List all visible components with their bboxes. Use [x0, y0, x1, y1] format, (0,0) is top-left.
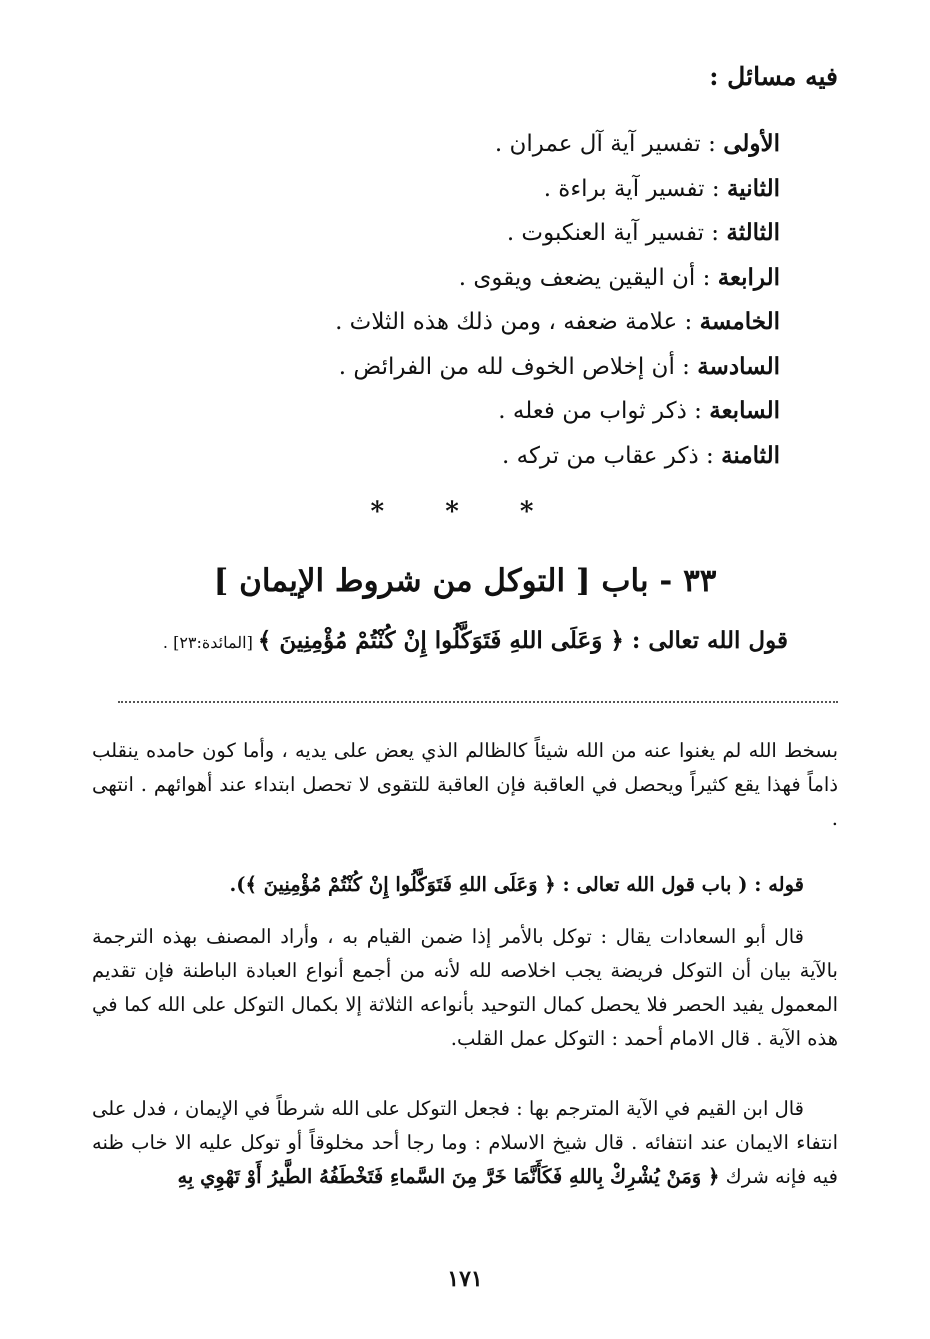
list-item — [140, 211, 780, 256]
issue-label: الثانية — [726, 174, 780, 202]
heading-intro: قوله : ( باب قول الله تعالى : — [555, 873, 804, 896]
issue-label: السادسة — [697, 352, 780, 380]
list-item — [140, 300, 780, 345]
issue-label: الرابعة — [717, 263, 780, 291]
issue-text: : تفسير آية العنكبوت . — [506, 220, 727, 246]
quran-verse: ﴿ وَعَلَى اللهِ فَتَوَكَّلُوا إِنْ كُنْتُمْ مُؤْمِنِينَ ﴾ — [245, 873, 556, 896]
issue-label: الخامسة — [699, 308, 780, 335]
list-item — [140, 434, 780, 479]
issue-label: الثامنة — [721, 441, 780, 469]
issue-text: : علامة ضعفه ، ومن ذلك هذه الثلاث . — [335, 309, 700, 335]
heading-end: ). — [229, 873, 246, 896]
issue-text: : أن اليقين يضعف ويقوى . — [458, 264, 718, 291]
verse-reference: [المائدة:٢٣] . — [162, 633, 258, 652]
section-separator: * * * — [370, 497, 560, 527]
issue-label: السابعة — [709, 397, 780, 424]
masail-heading: فيه مسائل : — [709, 62, 838, 91]
issues-list — [140, 122, 780, 478]
commentary-paragraph: بسخط الله لم يغنوا عنه من الله شيئاً كالظالم الذي يعض على يديه ، وأما كون حامده ينقلب ذاماً فهذا يقع كثيراً ويحصل في العاقبة فإن العاقبة للتقوى لا تحصل ابتداء عند أهوائهم . انتهى . — [92, 739, 838, 830]
commentary-paragraph: قال أبو السعادات يقال : توكل بالأمر إذا ضمن القيام به ، وأراد المصنف بهذه الترجمة بالآية بيان أن التوكل فريضة يجب اخلاصه لله لأنه من أجمع أنواع العبادة الباطنة فإن تقديم المعمول يفيد الحصر فلا يحصل كمال التوحيد بأنواعه الثلاثة إلا بكمال التوكل على الله كما في هذه الآية . قال الامام أحمد : التوكل عمل القلب. — [92, 925, 838, 1050]
list-item — [140, 256, 780, 301]
quran-verse: ﴿ وَعَلَى اللهِ فَتَوَكَّلُوا إِنْ كُنْتُمْ مُؤْمِنِينَ ﴾ — [257, 627, 624, 654]
issue-text: : ذكر عقاب من تركه . — [502, 442, 722, 469]
quran-verse: ﴿ وَمَنْ يُشْرِكْ بِاللهِ فَكَأَنَّمَا خَرَّ مِنَ السَّماءِ فَتَخْطَفُهُ الطَّيرُ أَوْ تَهْوِي بِهِ — [177, 1165, 720, 1188]
issue-label: الثالثة — [726, 219, 780, 246]
issue-label: الأولى — [723, 130, 780, 157]
commentary-heading — [92, 868, 838, 902]
list-item — [140, 122, 780, 167]
issue-text: : تفسير آية آل عمران . — [494, 131, 724, 157]
chapter-title: ٣٣ - باب [ التوكل من شروط الإيمان ] — [213, 563, 717, 599]
issue-text: : ذكر ثواب من فعله . — [498, 398, 710, 424]
list-item — [140, 167, 780, 212]
issue-text: : أن إخلاص الخوف لله من الفرائض . — [338, 353, 698, 380]
paragraph-text: قال ابن القيم في الآية المترجم بها : فجعل التوكل على الله شرطاً في الإيمان ، فدل على انتفاء الايمان عند انتفائه . قال شيخ الاسلام : وما رجا أحد مخلوقاً أو توكل عليه الا خاب ظنه فيه فإنه شرك — [92, 1097, 838, 1188]
commentary-paragraph — [92, 1092, 838, 1194]
list-item — [140, 389, 780, 434]
chapter-verse — [163, 627, 788, 654]
dotted-divider — [118, 701, 838, 703]
verse-intro: قول الله تعالى : — [623, 627, 788, 654]
list-item — [140, 345, 780, 390]
issue-text: : تفسير آية براءة . — [543, 175, 727, 202]
page-number: ١٧١ — [447, 1266, 483, 1292]
